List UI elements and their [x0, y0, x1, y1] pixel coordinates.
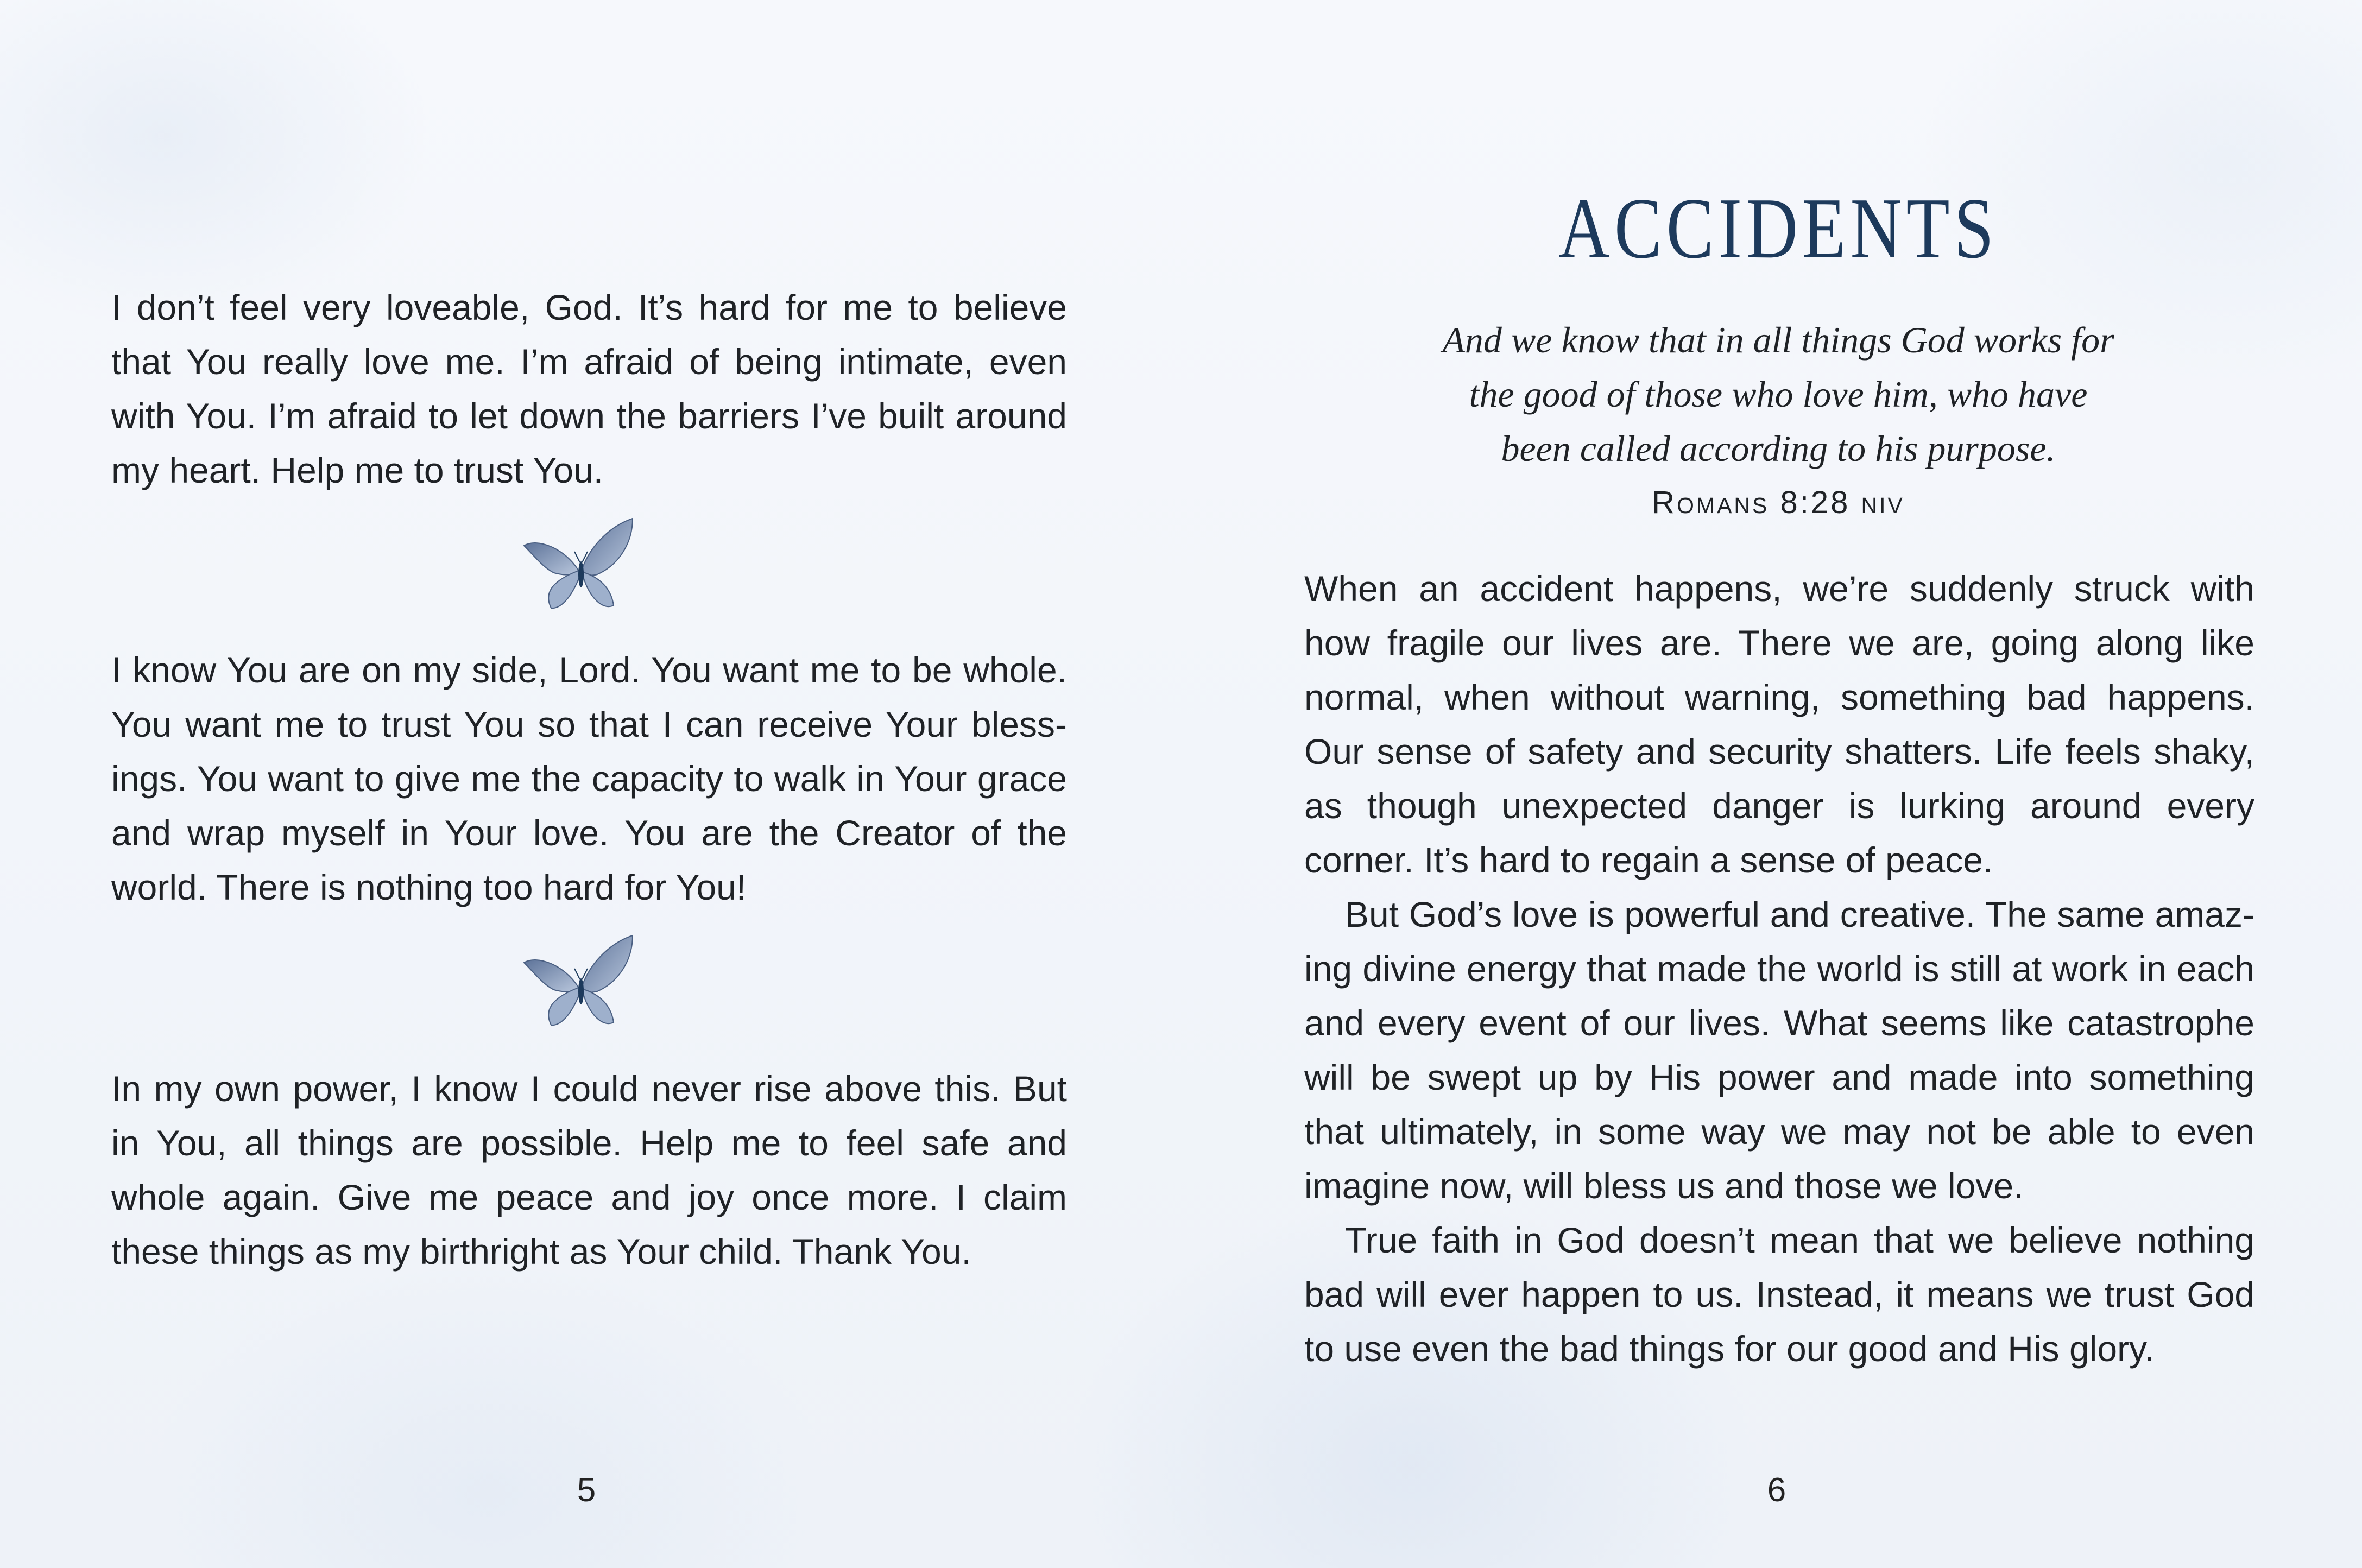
text-line: that ultimately, in some way we may not be able to even [1304, 1111, 2254, 1152]
text-line: that You really love me. I’m afraid of being intimate, even [111, 342, 1067, 382]
epigraph-line: been called according to his purpose. [1501, 428, 2056, 469]
prayer-paragraph-3 [111, 1061, 1067, 1279]
epigraph-line: And we know that in all things God works for [1442, 319, 2114, 361]
text-line: But God’s love is powerful and creative. The same amaz- [1345, 894, 2254, 934]
text-line: Our sense of safety and security shatters. Life feels shaky, [1304, 731, 2254, 772]
devotional-body [1304, 561, 2254, 1376]
text-line: and every event of our lives. What seems like catastrophe [1304, 1003, 2254, 1043]
text-line: ing divine energy that made the world is still at work in each [1304, 949, 2254, 989]
page-number: 6 [1767, 1471, 1786, 1509]
text-line: to use even the bad things for our good and His glory. [1304, 1329, 2155, 1369]
text-line: normal, when without warning, something bad happens. [1304, 677, 2254, 717]
text-line: When an accident happens, we’re suddenly struck with [1304, 568, 2254, 609]
text-line: with You. I’m afraid to let down the barriers I’ve built around [111, 396, 1067, 436]
text-line: I don’t feel very loveable, God. It’s hard for me to believe [111, 287, 1067, 327]
text-line: You want me to trust You so that I can receive Your bless- [111, 704, 1067, 744]
scripture-citation: Romans 8:28 niv [1652, 485, 1905, 520]
text-line: will be swept up by His power and made into something [1304, 1057, 2254, 1097]
text-line: these things as my birthright as Your child. Thank You. [111, 1231, 971, 1272]
text-line: world. There is nothing too hard for You! [111, 867, 747, 907]
text-line: ings. You want to give me the capacity to walk in Your grace [111, 758, 1067, 799]
page-number: 5 [577, 1471, 596, 1509]
text-line: True faith in God doesn’t mean that we believe nothing [1345, 1220, 2254, 1260]
text-line: my heart. Help me to trust You. [111, 450, 604, 490]
text-line: corner. It’s hard to regain a sense of peace. [1304, 840, 1993, 880]
prayer-paragraph-2 [111, 643, 1067, 914]
text-line: In my own power, I know I could never rise above this. But [111, 1068, 1067, 1109]
butterfly-icon [521, 933, 638, 1033]
butterfly-icon [521, 516, 638, 616]
text-line: how fragile our lives are. There we are, going along like [1304, 623, 2254, 663]
epigraph-line: the good of those who love him, who have [1469, 374, 2088, 415]
text-line: I know You are on my side, Lord. You want me to be whole. [111, 650, 1067, 690]
text-line: in You, all things are possible. Help me to feel safe and [111, 1123, 1067, 1163]
text-line: bad will ever happen to us. Instead, it means we trust God [1304, 1274, 2254, 1314]
scripture-epigraph [1303, 313, 2253, 476]
prayer-paragraph-1 [111, 280, 1067, 497]
text-line: and wrap myself in Your love. You are the Creator of the [111, 813, 1067, 853]
text-line: imagine now, will bless us and those we love. [1304, 1166, 2024, 1206]
text-line: as though unexpected danger is lurking around every [1304, 786, 2254, 826]
chapter-title: ACCIDENTS [1558, 180, 1999, 276]
text-line: whole again. Give me peace and joy once more. I claim [111, 1177, 1067, 1217]
